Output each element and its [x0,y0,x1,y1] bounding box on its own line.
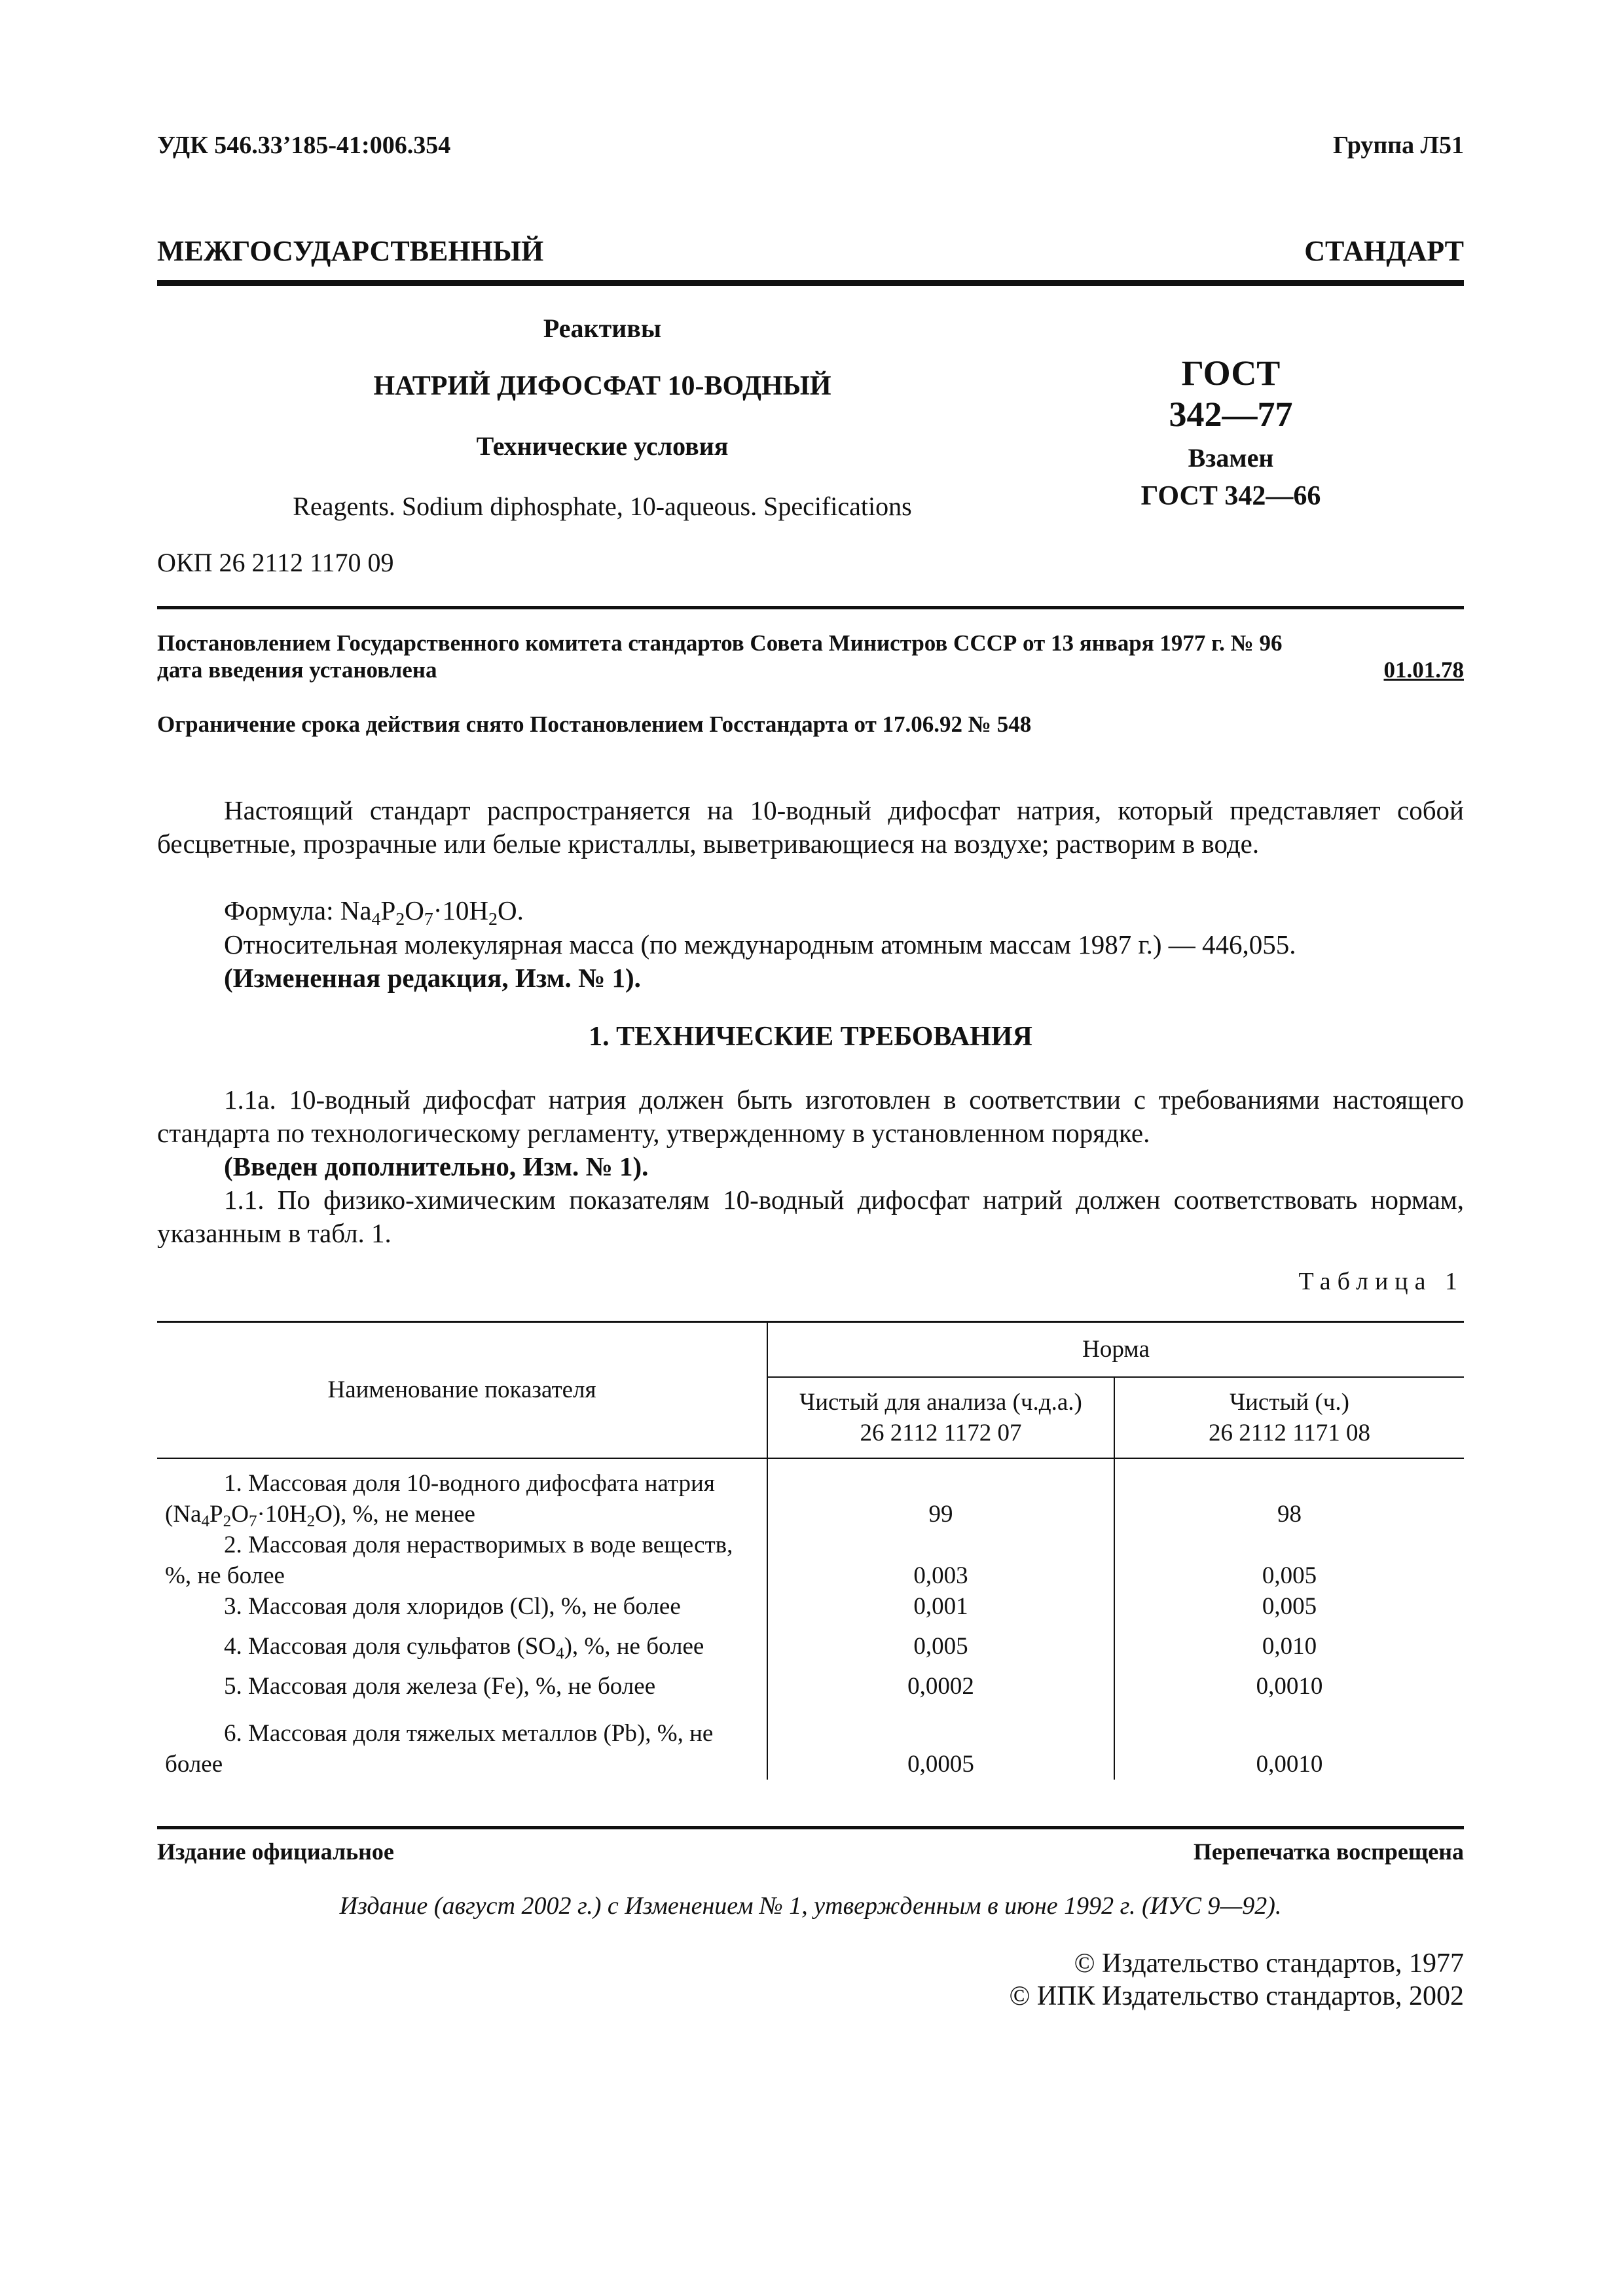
row-value-analytical: 0,001 [767,1591,1114,1631]
table-row [157,1530,1464,1591]
row-value-pure: 0,005 [1114,1530,1464,1591]
copyright-2002: © ИПК Издательство стандартов, 2002 [1009,1981,1464,2011]
edition-note: Издание (август 2002 г.) с Изменением № 1, утвержденным в июне 1992 г. (ИУС 9—92). [339,1892,1282,1920]
clause-1-1a-note: (Введен дополнительно, Изм. № 1). [224,1151,649,1181]
introduction-date: 01.01.78 [1383,657,1464,683]
clause-1-1a: 1.1а. 10-водный дифосфат натрия должен быть изготовлен в соответствии с требованиями настоящего стандарта по технологическому регламенту, утвержденному в установленном порядке. [157,1085,1464,1148]
clause-1-1: 1.1. По физико-химическим показателям 10-водный дифосфат натрий должен соответствовать нормам, указанным в табл. 1. [157,1185,1464,1248]
row-indicator: 6. Массовая доля тяжелых металлов (Pb), %, не более [165,1719,714,1778]
row-value-pure: 0,005 [1114,1591,1464,1631]
section-heading: 1. ТЕХНИЧЕСКИЕ ТРЕБОВАНИЯ [589,1022,1032,1052]
reprint-prohibited: Перепечатка воспрещена [1193,1839,1464,1865]
banner-rule [157,280,1464,286]
row-indicator: 2. Массовая доля нерастворимых в воде веществ, %, не более [165,1531,733,1589]
table-row [157,1631,1464,1671]
row-value-pure: 0,010 [1114,1631,1464,1671]
intro-paragraph: Настоящий стандарт распространяется на 10-водный дифосфат натрия, который представляет собой бесцветные, прозрачные или белые кристаллы, выветривающиеся на воздухе; растворим в воде. [157,795,1464,859]
row-value-analytical: 0,003 [767,1530,1114,1591]
limitation-note: Ограничение срока действия снято Постановлением Госстандарта от 17.06.92 № 548 [157,711,1032,737]
gost-label: ГОСТ [1181,353,1281,393]
decree-line: Постановлением Государственного комитета стандартов Совета Министров СССР от 13 января 1977 г. № 96 [157,630,1283,656]
header-grade-analytical: Чистый для анализа (ч.д.а.) 26 2112 1172 07 [767,1377,1114,1458]
specification-table [157,1321,1464,1780]
header-indicator-name: Наименование показателя [157,1322,767,1458]
replaces-standard: ГОСТ 342—66 [1140,481,1321,511]
introduction-date-label: дата введения установлена [157,657,437,683]
row-indicator: 5. Массовая доля железа (Fe), %, не более [224,1672,656,1700]
gost-number: 342—77 [1169,395,1293,434]
footer-rule [157,1826,1464,1829]
copyright-1977: © Издательство стандартов, 1977 [1074,1948,1464,1979]
row-value-pure: 0,0010 [1114,1709,1464,1780]
header-grade-pure: Чистый (ч.) 26 2112 1171 08 [1114,1377,1464,1458]
category-label: Реактивы [543,314,662,343]
official-edition: Издание официальное [157,1839,394,1865]
okp-code: ОКП 26 2112 1170 09 [157,548,394,577]
replaces-label: Взамен [1188,443,1274,473]
header-norm: Норма [767,1322,1464,1377]
table-row [157,1458,1464,1530]
interstate-standard-banner: МЕЖГОСУДАРСТВЕННЫЙ СТАНДАРТ [157,235,1464,267]
molecular-mass: Относительная молекулярная масса (по международным атомным массам 1987 г.) — 446,055. [224,929,1296,960]
row-value-analytical: 0,0002 [767,1671,1114,1709]
row-value-analytical: 0,005 [767,1631,1114,1671]
group-code: Группа Л51 [1332,132,1464,159]
formula-line: Формула: $Na_4P_2O_7\cdot 10H_2O$. [224,895,524,929]
udk-code: УДК 546.33’185-41:006.354 [157,132,451,159]
table-row [157,1709,1464,1780]
table-caption: Таблица 1 [1298,1268,1464,1295]
row-value-analytical: 0,0005 [767,1709,1114,1780]
row-indicator: 4. Массовая доля сульфатов $(SO_4)$, %, не более [224,1632,704,1662]
document-subtitle: Технические условия [476,431,729,461]
title-block-rule [157,606,1464,609]
row-indicator: 1. Массовая доля 10-водного дифосфата натрия $(Na_4P_2O_7\cdot 10H_2O)$, %, не менее [165,1469,715,1530]
amendment-note: (Измененная редакция, Изм. № 1). [224,963,641,993]
table-row [157,1591,1464,1631]
row-value-analytical: 99 [767,1458,1114,1530]
document-title: НАТРИЙ ДИФОСФАТ 10-ВОДНЫЙ [373,371,831,401]
row-indicator: 3. Массовая доля хлоридов (Cl), %, не более [224,1592,681,1620]
table-row [157,1671,1464,1709]
row-value-pure: 98 [1114,1458,1464,1530]
english-title: Reagents. Sodium diphosphate, 10-aqueous. Specifications [293,492,912,521]
row-value-pure: 0,0010 [1114,1671,1464,1709]
